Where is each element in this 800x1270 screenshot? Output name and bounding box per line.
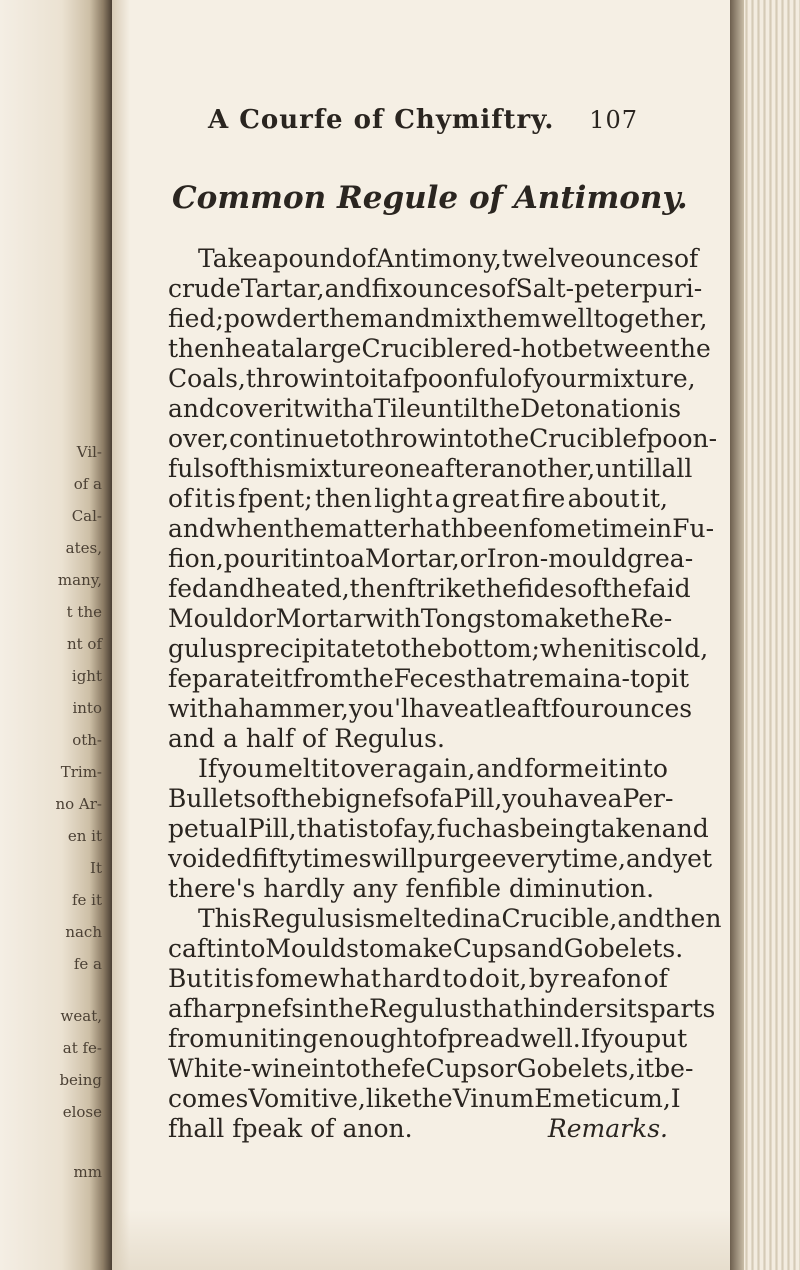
left-page-fragment: many,: [57, 571, 102, 589]
text-line: fed and heated, then ftrike the fides of the faid: [168, 574, 691, 603]
left-page-fragment: Vil-: [76, 443, 102, 461]
left-page-fragment: of a: [73, 475, 102, 493]
left-page-fragment: Trim-: [60, 763, 102, 781]
closing-text: fhall fpeak of anon.: [168, 1114, 413, 1143]
book-page: [112, 0, 730, 1270]
left-page-fragment: fe a: [73, 955, 102, 973]
text-line: there's hardly any fenfible diminution.: [168, 874, 655, 903]
text-line: fion, pour it into a Mortar, or Iron-mould grea-: [168, 544, 694, 573]
left-page-fragment: elose: [62, 1103, 102, 1121]
left-page-strip: [0, 0, 112, 1270]
text-line: gulus precipitate to the bottom; when it is cold,: [168, 634, 709, 663]
left-page-fragment: ight: [71, 667, 102, 685]
page-bottom-shadow: [112, 1210, 730, 1270]
text-line: petual Pill, that is to fay, fuch as being taken and: [168, 814, 709, 843]
text-line: and cover it with a Tile until the Detonation is: [168, 394, 682, 423]
text-line: and a half of Regulus.: [168, 724, 445, 753]
body-text: [168, 244, 722, 1144]
section-title: Common Regule of Antimony.: [172, 180, 688, 216]
page-header: [208, 105, 638, 147]
text-line: a fharpnefs in the Regulus that hinders its parts: [168, 994, 716, 1023]
text-line: But it is fomewhat hard to do it, by reafon of: [168, 964, 668, 993]
text-line: If you melt it over again, and forme it into: [198, 754, 668, 783]
left-page-fragment: Cal-: [71, 507, 102, 525]
page-stack-edge: [730, 0, 800, 1270]
text-line: with a hammer, you'l have at leaft four ounces: [168, 694, 693, 723]
left-page-fragment: being: [59, 1071, 102, 1089]
text-line: then heat a large Crucible red-hot between the: [168, 334, 711, 363]
text-line: of it is fpent; then light a great fire about it,: [168, 484, 668, 513]
left-page-fragment: into: [72, 699, 102, 717]
left-page-fragment: oth-: [72, 731, 102, 749]
text-line: voided fifty times will purge every time, and yet: [168, 844, 712, 873]
text-line: fuls of this mixture one after another, untill all: [168, 454, 693, 483]
left-page-fragment: fe it: [71, 891, 102, 909]
left-page-fragment: ates,: [65, 539, 102, 557]
text-line: Coals, throw into it a fpoonful of your mixture,: [168, 364, 696, 393]
left-page-fragment: en it: [67, 827, 102, 845]
closing-line: [168, 1114, 668, 1144]
left-page-fragment: mm: [73, 1163, 102, 1181]
text-line: and when the matter hath been fome time in Fu-: [168, 514, 715, 543]
text-line: comes Vomitive, like the Vinum Emeticum, I: [168, 1084, 681, 1113]
text-line: caft into Moulds to make Cups and Gobelets.: [168, 934, 684, 963]
text-line: White-wine into thefe Cups or Gobelets, it be-: [168, 1054, 694, 1083]
text-line: fied; powder them and mix them well together,: [168, 304, 708, 333]
left-page-fragment: It: [90, 859, 102, 877]
text-line: feparate it from the Feces that remain a-top it: [168, 664, 690, 693]
text-line: Take a pound of Antimony, twelve ounces of: [198, 244, 699, 273]
page-number: 107: [589, 106, 638, 134]
left-page-fragment: weat,: [60, 1007, 102, 1025]
text-line: crude Tartar, and fix ounces of Salt-peter puri-: [168, 274, 703, 303]
text-line: over, continue to throw into the Crucible fpoon-: [168, 424, 718, 453]
text-line: Bullets of the bignefs of a Pill, you have a Per-: [168, 784, 674, 813]
text-line: from uniting enough to fpread well. If you put: [168, 1024, 688, 1053]
left-page-fragment: t the: [66, 603, 102, 621]
text-line: Mould or Mortar with Tongs to make the Re-: [168, 604, 673, 633]
left-page-fragment: nt of: [66, 635, 102, 653]
running-head: A Courfe of Chymiftry.: [208, 105, 555, 135]
left-page-fragment: at fe-: [62, 1039, 102, 1057]
left-page-fragment: no Ar-: [55, 795, 102, 813]
text-line: This Regulus is melted in a Crucible, and then: [198, 904, 722, 933]
catchword: Remarks.: [547, 1114, 668, 1143]
left-page-fragment: nach: [65, 923, 102, 941]
